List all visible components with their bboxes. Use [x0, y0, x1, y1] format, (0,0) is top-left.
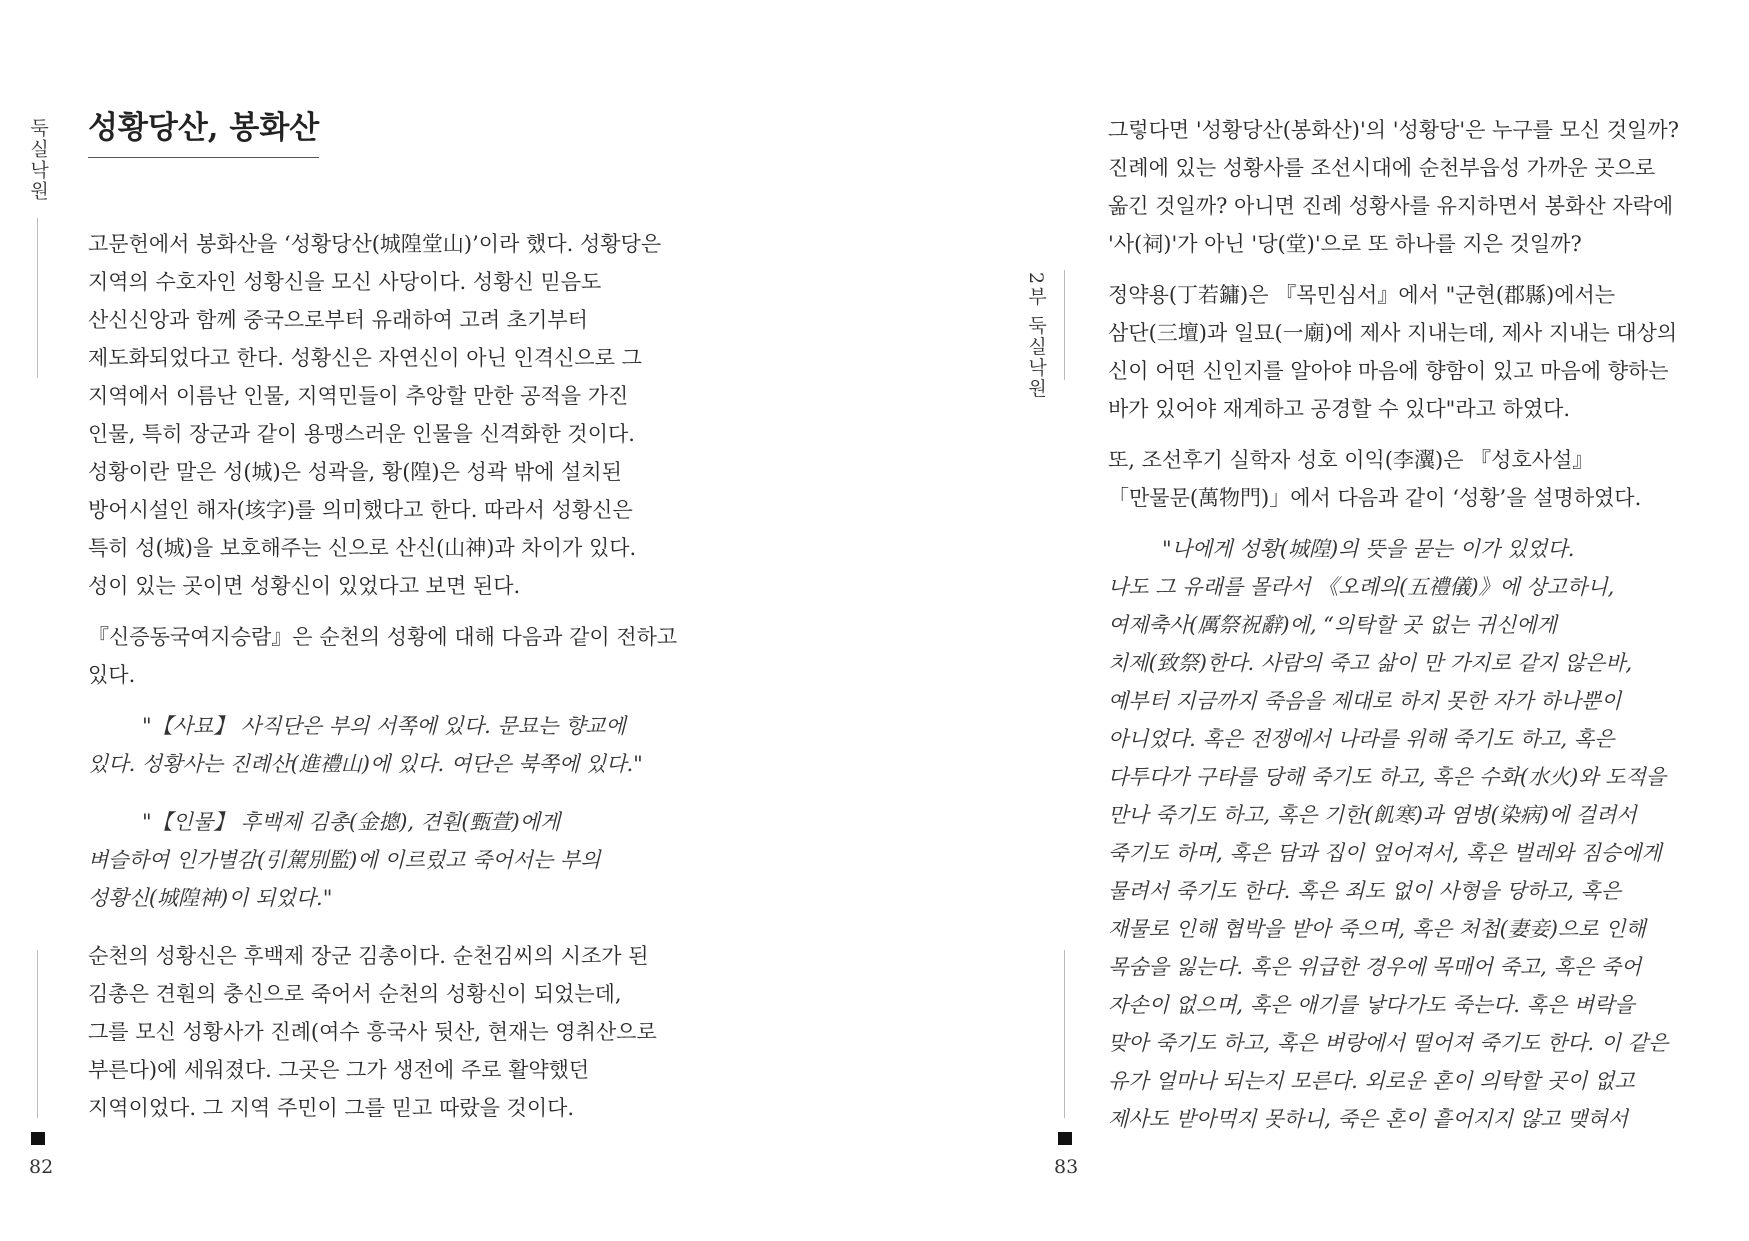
- text-line: 방어시설인 해자(垓字)를 의미했다고 한다. 따라서 성황신은: [88, 498, 633, 522]
- text-line: 정약용(丁若鏞)은 『목민심서』에서 "군현(郡縣)에서는: [1108, 283, 1616, 307]
- text-line: 지역에서 이름난 인물, 지역민들이 추앙할 만한 공적을 가진: [88, 384, 629, 408]
- quote-first-line-text: "나에게 성황(城隍)의 뜻을 묻는 이가 있었다.: [1162, 537, 1575, 561]
- corner-mark-left: [31, 1132, 45, 1145]
- text-line: 「만물문(萬物門)」에서 다음과 같이 ‘성황’을 설명하였다.: [1108, 486, 1642, 510]
- text-line: [88, 803, 648, 841]
- text-line: 나도 그 유래를 몰라서 《오례의(五禮儀)》에 상고하니,: [1108, 575, 1615, 599]
- side-rule-top-right: [1064, 270, 1065, 380]
- text-line: 예부터 지금까지 죽음을 제대로 하지 못한 자가 하나뿐이: [1108, 689, 1622, 713]
- text-line: 아니었다. 혹은 전쟁에서 나라를 위해 죽기도 하고, 혹은: [1108, 727, 1615, 751]
- text-line: 순천의 성황신은 후백제 장군 김총이다. 순천김씨의 시조가 된: [88, 944, 649, 968]
- right-text-column: [1108, 111, 1679, 1158]
- text-line: 옮긴 것일까? 아니면 진례 성황사를 유지하면서 봉화산 자락에: [1108, 194, 1674, 218]
- body-paragraph: [88, 225, 662, 605]
- text-line: 산신신앙과 함께 중국으로부터 유래하여 고려 초기부터: [88, 308, 588, 332]
- page-number-right: 83: [1054, 1156, 1079, 1178]
- text-line: 제사도 받아먹지 못하니, 죽은 혼이 흩어지지 않고 맺혀서: [1108, 1107, 1628, 1131]
- text-line: 목숨을 잃는다. 혹은 위급한 경우에 목매어 죽고, 혹은 죽어: [1108, 955, 1642, 979]
- side-rule-bottom-right: [1064, 950, 1065, 1118]
- text-line: 김총은 견훤의 충신으로 죽어서 순천의 성황신이 되었는데,: [88, 982, 622, 1006]
- text-line: [1108, 530, 1668, 568]
- text-line: 유가 얼마나 되는지 모른다. 외로운 혼이 의탁할 곳이 없고: [1108, 1069, 1635, 1093]
- text-line: 여제축사(厲祭祝辭)에, “의탁할 곳 없는 귀신에게: [1108, 613, 1557, 637]
- body-paragraph: [1108, 441, 1668, 517]
- corner-mark-right: [1058, 1132, 1072, 1145]
- text-line: 재물로 인해 협박을 받아 죽으며, 혹은 처첩(妻妾)으로 인해: [1108, 917, 1646, 941]
- side-rule-bottom-left: [37, 950, 38, 1118]
- quote-first-line-text: "【인물】 후백제 김총(金摠), 견훤(甄萱)에게: [142, 810, 561, 834]
- text-line: 성황신(城隍神)이 되었다.": [88, 886, 333, 910]
- text-line: 자손이 없으며, 혹은 애기를 낳다가도 죽는다. 혹은 벼락을: [1108, 993, 1635, 1017]
- text-line: 부른다)에 세워졌다. 그곳은 그가 생전에 주로 활약했던: [88, 1058, 590, 1082]
- text-line: 삼단(三壇)과 일묘(一廟)에 제사 지내는데, 제사 지내는 대상의: [1108, 321, 1678, 345]
- text-line: 맞아 죽기도 하고, 혹은 벼랑에서 떨어져 죽기도 한다. 이 같은: [1108, 1031, 1669, 1055]
- text-line: 신이 어떤 신인지를 알아야 마음에 향함이 있고 마음에 향하는: [1108, 359, 1669, 383]
- text-line: 있다. 성황사는 진례산(進禮山)에 있다. 여단은 북쪽에 있다.": [88, 752, 643, 776]
- running-header-right: 2부 둑실낙원: [1025, 272, 1047, 400]
- text-line: 성이 있는 곳이면 성황신이 있었다고 보면 된다.: [88, 574, 521, 598]
- page-number-left: 82: [29, 1156, 54, 1178]
- text-line: 『신증동국여지승람』은 순천의 성황에 대해 다음과 같이 전하고: [88, 625, 678, 649]
- text-line: 있다.: [88, 663, 136, 687]
- side-rule-top-left: [37, 218, 38, 378]
- text-line: 또, 조선후기 실학자 성호 이익(李瀷)은 『성호사설』: [1108, 448, 1594, 472]
- quotation-paragraph: [88, 707, 648, 783]
- text-line: 그렇다면 '성황당산(봉화산)'의 '성황당'은 누구를 모신 것일까?: [1108, 118, 1679, 142]
- section-title: 성황당산, 봉화산: [88, 110, 319, 158]
- running-header-left: 둑실낙원: [27, 118, 49, 202]
- text-line: 지역이었다. 그 지역 주민이 그를 믿고 따랐을 것이다.: [88, 1096, 575, 1120]
- text-line: 치제(致祭)한다. 사람의 죽고 삶이 만 가지로 같지 않은바,: [1108, 651, 1633, 675]
- left-text-column: [88, 225, 678, 1140]
- text-line: 고문헌에서 봉화산을 ‘성황당산(城隍堂山)’이라 했다. 성황당은: [88, 232, 662, 256]
- text-line: 죽기도 하며, 혹은 담과 집이 엎어져서, 혹은 벌레와 짐승에게: [1108, 841, 1662, 865]
- text-line: 다투다가 구타를 당해 죽기도 하고, 혹은 수화(水火)와 도적을: [1108, 765, 1667, 789]
- text-line: 특히 성(城)을 보호해주는 신으로 산신(山神)과 차이가 있다.: [88, 536, 637, 560]
- quotation-paragraph: [1108, 530, 1668, 1138]
- body-paragraph: [1108, 276, 1678, 428]
- text-line: 지역의 수호자인 성황신을 모신 사당이다. 성황신 믿음도: [88, 270, 602, 294]
- text-line: 바가 있어야 재계하고 공경할 수 있다"라고 하였다.: [1108, 397, 1571, 421]
- left-page: [0, 0, 874, 1241]
- quote-first-line-text: "【사묘】 사직단은 부의 서쪽에 있다. 문묘는 향교에: [142, 714, 626, 738]
- text-line: 제도화되었다고 한다. 성황신은 자연신이 아닌 인격신으로 그: [88, 346, 642, 370]
- body-paragraph: [1108, 111, 1679, 263]
- quotation-paragraph: [88, 803, 648, 917]
- text-line: 그를 모신 성황사가 진례(여수 흥국사 뒷산, 현재는 영취산으로: [88, 1020, 657, 1044]
- text-line: '사(祠)'가 아닌 '당(堂)'으로 또 하나를 지은 것일까?: [1108, 232, 1582, 256]
- text-line: 벼슬하여 인가별감(引駕別監)에 이르렀고 죽어서는 부의: [88, 848, 601, 872]
- text-line: 만나 죽기도 하고, 혹은 기한(飢寒)과 염병(染病)에 걸려서: [1108, 803, 1637, 827]
- text-line: 성황이란 말은 성(城)은 성곽을, 황(隍)은 성곽 밖에 설치된: [88, 460, 622, 484]
- body-paragraph: [88, 937, 657, 1127]
- text-line: 물려서 죽기도 한다. 혹은 죄도 없이 사형을 당하고, 혹은: [1108, 879, 1622, 903]
- text-line: [88, 707, 648, 745]
- text-line: 인물, 특히 장군과 같이 용맹스러운 인물을 신격화한 것이다.: [88, 422, 635, 446]
- body-paragraph: [88, 618, 678, 694]
- text-line: 진례에 있는 성황사를 조선시대에 순천부읍성 가까운 곳으로: [1108, 156, 1656, 180]
